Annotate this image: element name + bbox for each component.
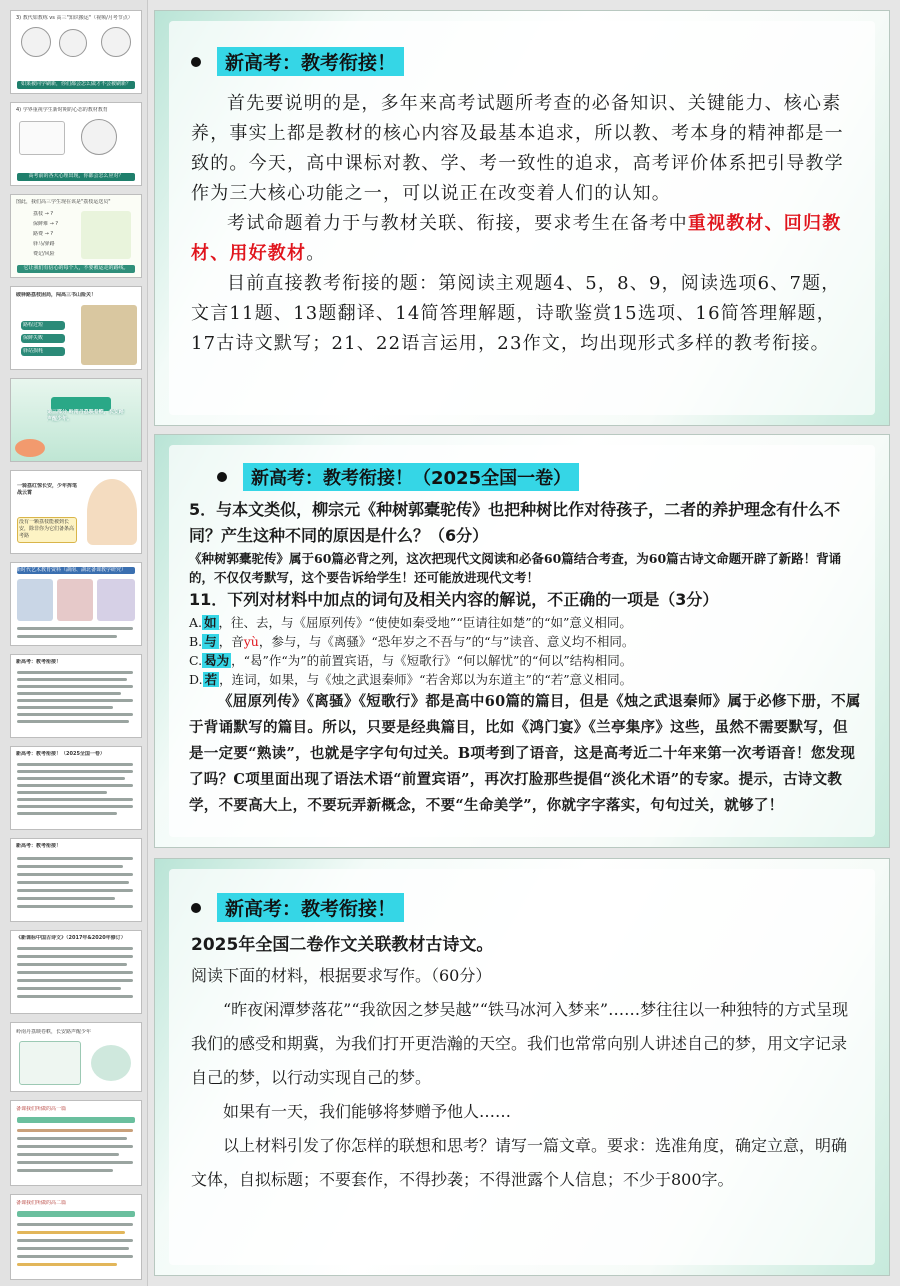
text-line [17, 1169, 113, 1172]
slide-content [169, 869, 875, 1265]
thumbnail-tag-label: 驿站损耗 [23, 348, 44, 354]
question-11: 11．下列对材料中加点的词句及相关内容的解说，不正确的一项是（3分） [189, 590, 719, 609]
text-line [17, 1239, 133, 1242]
thumbnail-caption: 岭南丹荔映卷帙，长安路声醒少年 [16, 1029, 92, 1035]
thumbnail-slide-12[interactable] [10, 1022, 142, 1092]
text-line [17, 865, 123, 868]
slide-body [191, 931, 857, 1197]
slide-body [189, 497, 861, 819]
bird-illustration [91, 1045, 131, 1081]
meme-face-icon [21, 27, 51, 57]
text-line [17, 798, 133, 801]
question-5: 5．与本文类似，柳宗元《种树郭橐驼传》也把种树比作对待孩子，二者的养护理念有什么不同？产生这种不同的原因是什么？（6分） [189, 500, 841, 545]
thumbnail-slide-4[interactable] [10, 286, 142, 370]
heading-text: 新高考：教考衔接！ [217, 47, 404, 76]
emphasis-text: 重视教材、回归教材、用好教材 [191, 213, 842, 264]
slide-content [169, 445, 875, 837]
text-line [17, 699, 133, 702]
meme-face-icon [101, 27, 131, 57]
text-line [17, 955, 133, 958]
text-line [17, 897, 115, 900]
thumbnail-footer: 如果被同学刷新，你们都会怎么做才不会被刷新？ [20, 81, 131, 87]
text-line [17, 791, 107, 794]
option-text: ，连词，如果，与《烛之武退秦师》“若舍郑以为东道主”的“若”意义相同。 [219, 672, 633, 687]
slide-2 [154, 434, 890, 848]
text-line [17, 905, 133, 908]
thumbnail-slide-14[interactable] [10, 1194, 142, 1280]
commentary: 《种树郭橐驼传》属于60篇必背之列，这次把现代文阅读和必备60篇结合考查，为60篇古诗文命题开辟了新路！背诵的，不仅仅考默写，这个要告诉给学生！还可能放进现代文考！ [189, 551, 842, 585]
material-text: 如果有一天，我们能够将梦赠予他人…… [223, 1102, 512, 1121]
thumbnail-footer: 高考前的各大心理出现，你都会怎么应对？ [28, 173, 124, 179]
illustration [81, 305, 137, 365]
text-line [17, 805, 133, 808]
thumbnail-caption: 新高考：教考衔接！ [16, 843, 62, 849]
instruction: 阅读下面的材料，根据要求写作。（60分） [191, 966, 492, 985]
text-line [17, 784, 133, 787]
thumbnail-item: 保鲜难 → ? [33, 221, 59, 227]
thumbnail-caption: 备课我们所做的高一篇 [16, 1106, 67, 1112]
text-line [17, 635, 117, 638]
option-label: C. [189, 653, 203, 668]
list-panel [19, 1041, 81, 1085]
text-line [17, 1129, 133, 1132]
text-line [17, 857, 133, 860]
thumbnail-banner [17, 1211, 135, 1217]
thumbnail-banner [17, 1117, 135, 1123]
slide-3 [154, 858, 890, 1276]
text-line [17, 777, 125, 780]
text-line [17, 763, 133, 766]
thumbnail-slide-13[interactable] [10, 1100, 142, 1186]
option-c [189, 651, 861, 670]
highlighted-word: 若 [204, 672, 218, 687]
text-line [17, 1255, 133, 1258]
text-line [17, 1161, 133, 1164]
slide-content [169, 21, 875, 415]
text-line [17, 812, 117, 815]
text-line [17, 627, 133, 630]
thumbnail-slide-8[interactable] [10, 654, 142, 738]
paragraph-text: 考试命题着力于与教材关联、衔接，要求考生在备考中 [227, 213, 688, 234]
thumbnail-slide-11[interactable] [10, 930, 142, 1014]
text-line [17, 671, 133, 674]
text-line [17, 881, 129, 884]
option-label: A. [189, 615, 203, 630]
thumbnail-caption: 备课我们所做的高二篇 [16, 1200, 67, 1206]
thumbnail-slide-3[interactable] [10, 194, 142, 278]
text-line [17, 963, 127, 966]
bullet-icon [191, 57, 201, 67]
text-line [17, 1247, 129, 1250]
option-a [189, 613, 861, 632]
option-text: ，音 [218, 634, 244, 649]
slide-body [191, 89, 853, 359]
thumbnail-item: 路费 → ? [33, 231, 54, 237]
thumbnail-item: 荔枝 → ? [33, 211, 54, 217]
text-line [17, 1231, 125, 1234]
thumbnail-caption: 4) 学界重视学生新时期的心态的教材教育 [16, 107, 108, 113]
text-line [17, 706, 113, 709]
litchi-icon [15, 439, 45, 457]
text-line [17, 1145, 133, 1148]
thumbnail-caption: 破驿路荔枝困局，闯高三书山险关！ [16, 292, 97, 298]
text-line [17, 713, 133, 716]
pinyin-text: yù [243, 634, 259, 649]
bullet-icon [191, 903, 201, 913]
text-line [17, 1263, 117, 1266]
thumbnail-slide-6[interactable] [10, 470, 142, 554]
text-line [17, 995, 133, 998]
thumbnail-slide-1[interactable] [10, 10, 142, 94]
thumbnail-slide-2[interactable] [10, 102, 142, 186]
thumbnail-caption: 一骑荔红惊长安，少年挥笔战云霄 [17, 483, 78, 496]
text-line [17, 678, 127, 681]
text-line [17, 979, 133, 982]
commentary-paragraph: 《屈原列传》《离骚》《短歌行》都是高中60篇的篇目，但是《烛之武退秦师》属于必修下册，不属于背诵默写的篇目。所以，只要是经典篇目，比如《鸿门宴》《兰亭集序》这些，虽然不需要默写，但是一定要“熟读”，也就是字字句句过关。B项考到了语音，这是高考近二十年来第一次考语音！您发现了吗？C项里面出现了语法术语“前置宾语”，再次打脸那些提倡“淡化术语”的专家。提示，古诗文教学，不要高大上，不要玩弄新概念，不要“生命美学”，你就字字落实，句句过关，就够了！ [189, 693, 861, 814]
thumbnail-item: 驿马/驿路 [33, 241, 55, 247]
requirements-text: 以上材料引发了你怎样的联想和思考？请写一篇文章。要求：选准角度，确定立意，明确文体，自拟标题；不要套作，不得抄袭；不得泄露个人信息；不少于800字。 [191, 1136, 848, 1189]
heading-text: 新高考：教考衔接！（2025全国一卷） [243, 463, 579, 491]
text-card [19, 121, 65, 155]
slide-thumbnail-panel [0, 0, 148, 1286]
thumbnail-slide-10[interactable] [10, 838, 142, 922]
thumbnail-tag-label: 保鲜失败 [23, 335, 44, 341]
text-line [17, 1137, 127, 1140]
text-line [17, 873, 133, 876]
text-line [17, 685, 133, 688]
fan-illustration [87, 479, 137, 545]
bullet-icon [217, 472, 227, 482]
list-panel [81, 211, 131, 259]
option-label: B. [189, 634, 203, 649]
thumbnail-slide-5[interactable] [10, 378, 142, 462]
photo [57, 579, 93, 621]
option-label: D. [189, 672, 203, 687]
text-line [17, 720, 129, 723]
option-b [189, 632, 861, 651]
text-line [17, 947, 133, 950]
slide-1 [154, 10, 890, 426]
option-text: ，参与，与《离骚》“恐年岁之不吾与”的“与”读音、意义均不相同。 [258, 634, 635, 649]
highlighted-word: 如 [204, 615, 217, 630]
slide-heading [191, 893, 404, 922]
text-line [17, 971, 133, 974]
thumbnail-caption: 3) 教代如教练 vs 高三"知识搬运"（视频/月考节点） [16, 15, 133, 21]
option-d [189, 670, 861, 689]
thumbnail-caption: 新高考：教考衔接！（2025全国一卷） [16, 751, 105, 757]
paragraph: 首先要说明的是，多年来高考试题所考查的必备知识、关键能力、核心素养，事实上都是教材的核心内容及最基本追求，所以教、考本身的精神都是一致的。今天，高中课标对教、学、考一致性的追求，高考评价体系把引导教学作为三大核心功能之一，可以说正在改变着人们的认知。 [191, 93, 844, 204]
thumbnail-footer: 它让我们有信心的每个人，不要被运走的路线。 [23, 265, 129, 271]
material-text: “昨夜闲潭梦落花”“我欲因之梦吴越”“铁马冰河入梦来”……梦往往以一种独特的方式呈现我们的感受和期冀，为我们打开更浩瀚的天空。我们也常常向别人讲述自己的梦，用文字记录自己的梦，以行动实现自己的梦。 [191, 1000, 849, 1087]
slide-heading [217, 463, 579, 491]
text-line [17, 692, 121, 695]
photo [17, 579, 53, 621]
highlighted-word: 与 [204, 634, 217, 649]
text-line [17, 1223, 133, 1226]
thumbnail-caption: 新时代艺术教育资料（湖南、湖北备课教学研究） [16, 567, 127, 573]
text-line [17, 770, 133, 773]
meme-face-icon [81, 119, 117, 155]
text-line [17, 889, 133, 892]
thumbnail-caption: 图此，我们高三学生现在该是"荔枝运送员" [16, 199, 111, 205]
option-text: ，“曷”作“为”的前置宾语，与《短歌行》“何以解忧”的“何以”结构相同。 [231, 653, 633, 668]
thumbnail-item: 费记/风险 [33, 251, 55, 257]
heading-text: 新高考：教考衔接！ [217, 893, 404, 922]
text-line [17, 1153, 119, 1156]
thumbnail-note: 没有一颗荔枝能被到长安，除非你为它们备条高考路 [19, 519, 75, 539]
paragraph-text: 。 [306, 243, 326, 264]
slide-heading [191, 47, 404, 76]
thumbnail-caption: 第三部分 岭南丹荔映卷帙，长安路声醒少年。 [47, 409, 124, 422]
thumbnail-slide-9[interactable] [10, 746, 142, 830]
thumbnail-caption: 《新课标中国古诗文》（2017年&2020年修订） [16, 935, 126, 941]
paragraph: 目前直接教考衔接的题：第阅读主观题4、5，8、9，阅读选项6、7题，文言11题、13题翻译、14简答理解题，诗歌鉴赏15选项、16简答理解题，17古诗文默写；21、22语言运用，23作文，均出现形式多样的教考衔接。 [191, 273, 841, 354]
essay-title: 2025年全国二卷作文关联教材古诗文。 [191, 935, 494, 955]
thumbnail-slide-7[interactable] [10, 562, 142, 646]
thumbnail-tag-label: 路程过短 [23, 322, 44, 328]
text-line [17, 987, 121, 990]
paragraph [191, 209, 853, 269]
photo [97, 579, 135, 621]
highlighted-word: 曷为 [204, 653, 230, 668]
meme-face-icon [59, 29, 87, 57]
option-text: ，往、去，与《屈原列传》“使使如秦受地”“臣请往如楚”的“如”意义相同。 [218, 615, 632, 630]
thumbnail-caption: 新高考：教考衔接！ [16, 659, 62, 665]
